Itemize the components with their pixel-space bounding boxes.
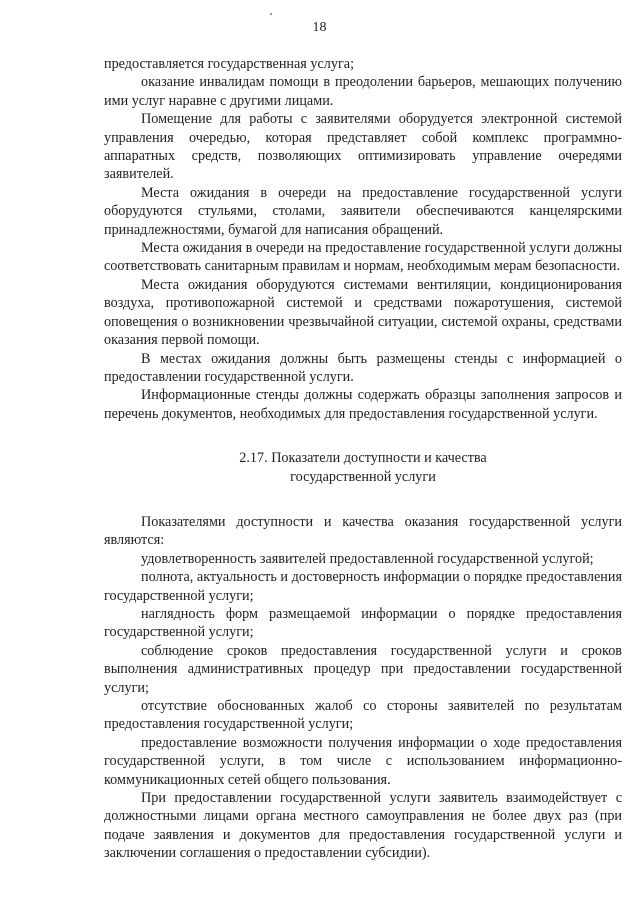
- paragraph: Помещение для работы с заявителями оборудуется электронной системой управления очередью, которая представляет собой комплекс программно-аппаратных средств, позволяющих оптимизировать управление очередями заявителей.: [104, 111, 622, 183]
- section-heading-line-2: государственной услуги: [290, 468, 436, 485]
- section-heading: [104, 449, 622, 486]
- paragraph: Места ожидания в очереди на предоставление государственной услуги оборудуются стульями, столами, заявители обеспечиваются канцелярскими принадлежностями, бумагой для написания обращений.: [104, 184, 622, 238]
- paragraph: соблюдение сроков предоставления государственной услуги и сроков выполнения административных процедур при предоставлении государственной услуги;: [104, 642, 622, 696]
- paragraph: В местах ожидания должны быть размещены стенды с информацией о предоставлении государственной услуги.: [104, 350, 622, 385]
- section-after: [104, 513, 622, 863]
- paragraph: предоставление возможности получения информации о ходе предоставления государственной услуги, в том числе с использованием информационно-коммуникационных сетей общего пользования.: [104, 734, 622, 788]
- section-before: [104, 55, 622, 423]
- paragraph: Информационные стенды должны содержать образцы заполнения запросов и перечень документов, необходимых для предоставления государственной услуги.: [104, 387, 622, 422]
- scan-mark: [270, 13, 272, 15]
- paragraph: Места ожидания в очереди на предоставление государственной услуги должны соответствовать санитарным правилам и нормам, необходимым мерам безопасности.: [104, 240, 622, 275]
- paragraph: наглядность форм размещаемой информации о порядке предоставления государственной услуги;: [104, 605, 622, 641]
- paragraph: предоставляется государственная услуга;: [104, 56, 355, 72]
- paragraph: Места ожидания оборудуются системами вентиляции, кондиционирования воздуха, противопожарной системой и средствами пожаротушения, системой оповещения о возникновении чрезвычайной ситуации, системой охраны, средствами оказания первой помощи.: [104, 276, 622, 349]
- page-content: [104, 55, 622, 863]
- paragraph: удовлетворенность заявителей предоставленной государственной услугой;: [141, 550, 594, 567]
- paragraph: При предоставлении государственной услуги заявитель взаимодействует с должностными лицами органа местного самоуправления не более двух раз (при подаче заявления и документов для предоставления государственной услуги и заключении соглашения о предоставлении субсидии).: [104, 790, 622, 862]
- paragraph: оказание инвалидам помощи в преодолении барьеров, мешающих получению ими услуг наравне с другими лицами.: [104, 74, 622, 109]
- section-heading-line-1: 2.17. Показатели доступности и качества: [239, 450, 487, 467]
- paragraph: Показателями доступности и качества оказания государственной услуги являются:: [104, 513, 622, 549]
- paragraph: отсутствие обоснованных жалоб со стороны заявителей по результатам предоставления государственной услуги;: [104, 698, 622, 733]
- paragraph: полнота, актуальность и достоверность информации о порядке предоставления государственной услуги;: [104, 569, 622, 604]
- page-number: 18: [312, 20, 327, 35]
